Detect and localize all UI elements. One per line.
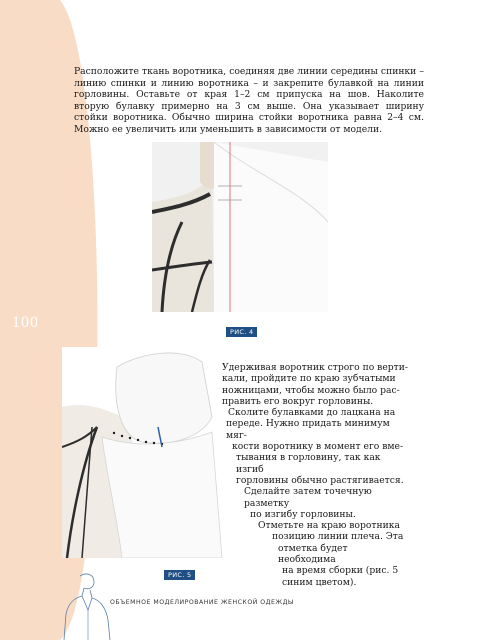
side-text-line: ножницами, чтобы можно было рас- [222,384,400,396]
side-text-line: на время сборки (рис. 5 [282,565,399,577]
figure-4-photo [152,142,328,312]
side-text-line: кали, пройдите по краю зубчатыми [222,373,396,385]
side-text-line: синим цветом). [282,576,357,588]
side-text-line: тывания в горловину, так как изгиб [236,452,381,475]
side-text-line: Отметьте на краю воротника [258,520,400,532]
side-text-line: Сделайте затем точечную разметку [244,486,372,509]
figure-4-label: РИС. 4 [226,327,257,337]
fashion-sketch-illustration [60,570,112,640]
page-number: 100 [12,314,39,331]
side-text-line: переде. Нужно придать минимум мяг- [226,418,390,441]
side-text-line: править его вокруг горловины. [222,395,374,407]
side-paragraph [218,362,408,588]
side-text-line: по изгибу горловины. [250,508,356,520]
side-text-line: горловины обычно растягивается. [236,474,404,486]
book-title-footer: ОБЪЕМНОЕ МОДЕЛИРОВАНИЕ ЖЕНСКОЙ ОДЕЖДЫ [110,599,294,606]
side-text-line: кости воротнику в момент его вме- [232,441,404,453]
figure-5-label: РИС. 5 [164,570,195,580]
side-text-line: Удерживая воротник строго по верти- [222,362,408,373]
intro-paragraph: Расположите ткань воротника, соединяя две линии середины спинки – линию спинки и линию воротника – и закрепите булавкой на линии горловины. Оставьте от края 1–2 см припуска на шов. Наколите вторую булавку примерно на 3 см выше. Она указывает ширину стойки воротника. Обычно ширина стойки воротника равна 2–4 см. Можно ее увеличить или уменьшить в зависимости от модели. [74,66,424,135]
side-text-line: Сколите булавками до лацкана на [228,407,396,419]
side-text-line: позицию линии плеча. Эта [272,531,404,543]
side-text-line: отметка будет необходима [278,542,348,566]
